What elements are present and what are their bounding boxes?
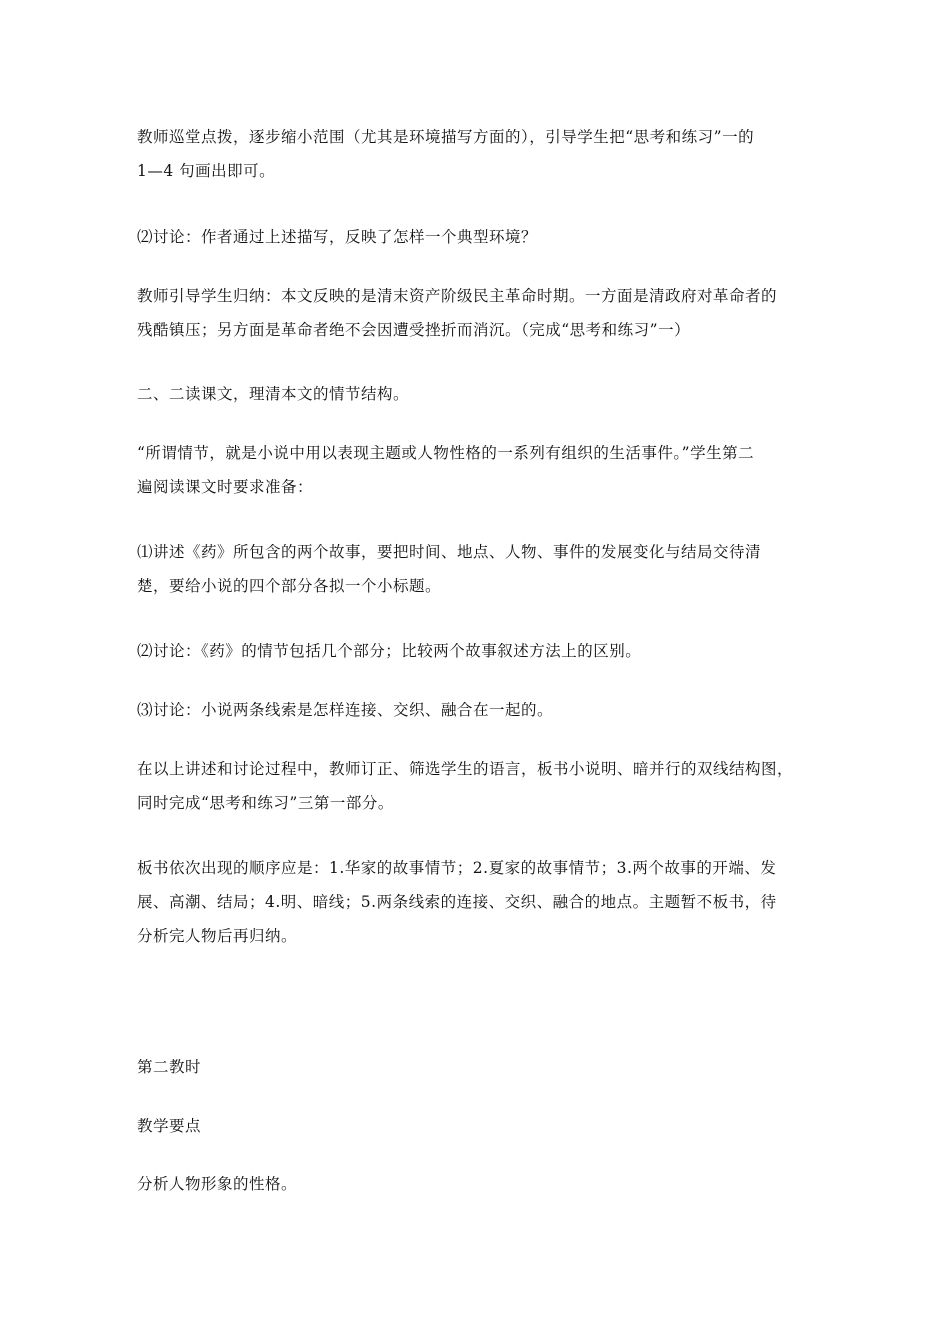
text-line: 遍阅读课文时要求准备： [137,478,314,496]
paragraph-discussion-environment [137,220,817,254]
text-line: 展、高潮、结局；4.明、暗线；5.两条线索的连接、交织、融合的地点。主题暂不板书，待 [137,893,777,911]
text-line: 教学要点 [137,1117,202,1135]
text-line: 教师巡堂点拨，逐步缩小范围（尤其是环境描写方面的），引导学生把“思考和练习”一的 [137,128,755,146]
section-heading-second-lesson [137,1050,817,1084]
text-line: 在以上讲述和讨论过程中，教师订正、筛选学生的语言，板书小说明、暗并行的双线结构图， [137,760,794,778]
paragraph-plot-definition [137,436,817,504]
text-line: 分析人物形象的性格。 [137,1175,298,1193]
text-line: 分析完人物后再归纳。 [137,927,298,945]
paragraph-task-3 [137,693,817,727]
text-line: 板书依次出现的顺序应是：1.华家的故事情节；2.夏家的故事情节；3.两个故事的开端、发 [137,859,777,877]
text-line: 二、二读课文，理清本文的情节结构。 [137,385,410,403]
text-line: ⑵讨论：《药》的情节包括几个部分；比较两个故事叙述方法上的区别。 [137,642,642,660]
section-heading-second-reading [137,377,817,411]
text-line: 楚，要给小说的四个部分各拟一个小标题。 [137,577,442,595]
text-line: ⑶讨论：小说两条线索是怎样连接、交织、融合在一起的。 [137,701,554,719]
subheading-teaching-points [137,1109,817,1143]
text-line: 教师引导学生归纳：本文反映的是清末资产阶级民主革命时期。一方面是清政府对革命者的 [137,287,778,305]
paragraph-blackboard-process [137,752,817,820]
text-line: ⑵讨论：作者通过上述描写，反映了怎样一个典型环境？ [137,228,538,246]
paragraph-blackboard-order [137,851,817,953]
paragraph-task-1 [137,535,817,603]
text-line: “所谓情节，就是小说中用以表现主题或人物性格的一系列有组织的生活事件。”学生第二 [137,444,755,462]
paragraph-teacher-guidance [137,120,817,188]
text-line: 第二教时 [137,1058,202,1076]
text-line: 残酷镇压；另方面是革命者绝不会因遭受挫折而消沉。（完成“思考和练习”一） [137,321,691,339]
text-line: ⑴讲述《药》所包含的两个故事，要把时间、地点、人物、事件的发展变化与结局交待清 [137,543,762,561]
paragraph-task-2 [137,634,817,668]
text-line: 1—4 句画出即可。 [137,162,276,180]
paragraph-teacher-summary [137,279,817,347]
paragraph-character-analysis [137,1167,817,1201]
text-line: 同时完成“思考和练习”三第一部分。 [137,794,394,812]
